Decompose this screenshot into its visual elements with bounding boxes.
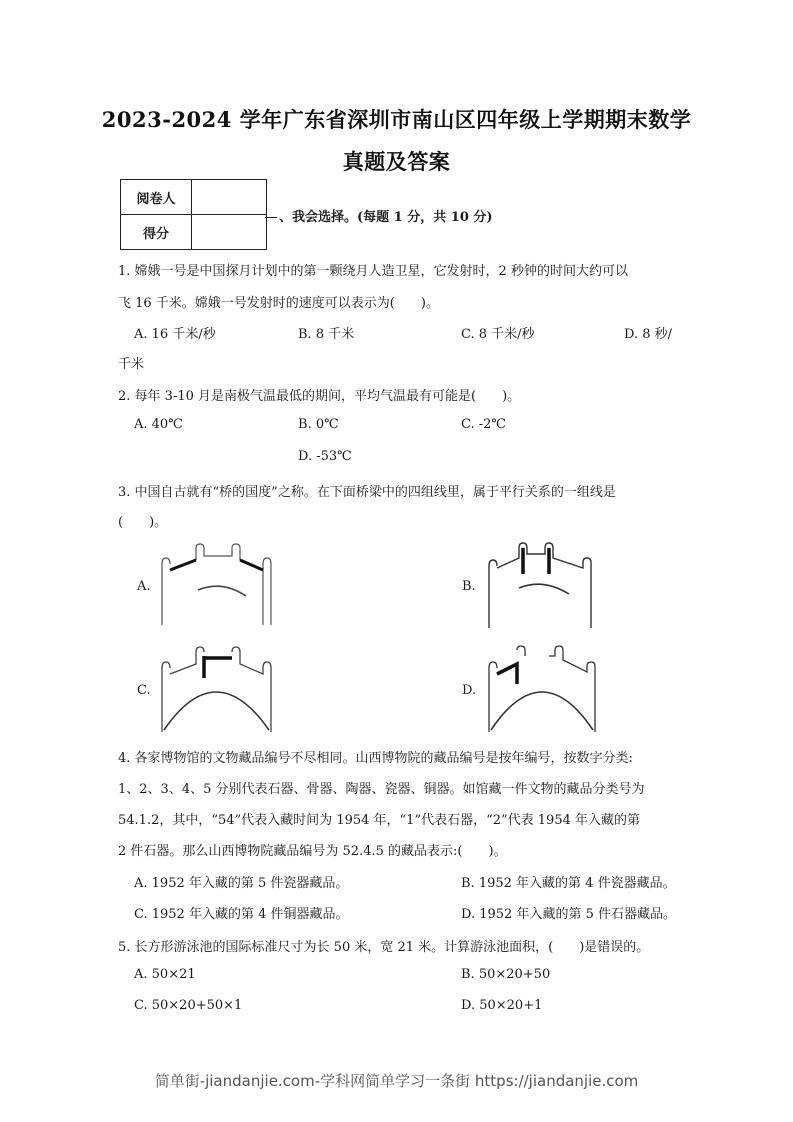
bridge-figure-d: [487, 644, 602, 736]
score-table-row: [121, 215, 267, 250]
section-number-dash: [265, 217, 277, 218]
option-b: B.: [462, 579, 476, 594]
score-table-row: [121, 180, 267, 215]
score-label: 得分: [121, 215, 192, 250]
section-heading-text: 、我会选择。(每题 1 分，共 10 分): [279, 210, 493, 225]
option-a: A.: [137, 579, 151, 594]
option-c: C. 50×20+50×1: [134, 998, 243, 1013]
option-b: B. 8 千米: [298, 327, 355, 342]
option-c: C. -2℃: [461, 417, 506, 432]
option-d: D. 8 秒/: [624, 327, 673, 342]
option-a: A. 40℃: [134, 417, 183, 432]
option-a: A. 16 千米/秒: [134, 327, 216, 342]
reviewer-field: [192, 180, 267, 215]
score-table: [120, 179, 267, 250]
bridge-figure-b: [487, 540, 602, 630]
bridge-figure-c: [160, 644, 275, 736]
question-text-line: 2 件石器。那么山西博物院藏品编号为 52.4.5 的藏品表示:( )。: [118, 844, 507, 859]
option-a: A. 50×21: [134, 967, 196, 982]
page-footer: 简单街-jiandanjie.com-学科网简单学习一条街 https://jiandanjie.com: [154, 1072, 639, 1090]
option-b: B. 50×20+50: [461, 967, 551, 982]
question-text-line: 3. 中国自古就有“桥的国度”之称。在下面桥梁中的四组线里，属于平行关系的一组线是: [118, 485, 616, 500]
option-d: D. 1952 年入藏的第 5 件石器藏品。: [461, 907, 676, 922]
question-text-line: 1、2、3、4、5 分别代表石器、骨器、陶器、瓷器、铜器。如馆藏一件文物的藏品分类号为: [118, 782, 645, 797]
option-b: B. 1952 年入藏的第 4 件瓷器藏品。: [461, 876, 676, 891]
option-c: C.: [137, 683, 151, 698]
question-text-line: ( )。: [118, 515, 168, 530]
title-line-1: 2023-2024 学年广东省深圳市南山区四年级上学期期末数学: [101, 107, 692, 132]
option-d: D.: [462, 683, 477, 698]
option-c: C. 1952 年入藏的第 4 件铜器藏品。: [134, 907, 349, 922]
question-text-line: 2. 每年 3-10 月是南极气温最低的期间，平均气温最有可能是( )。: [118, 389, 521, 404]
option-d-wrap: 千米: [118, 357, 145, 372]
option-b: B. 0℃: [298, 417, 339, 432]
question-text-line: 1. 嫦娥一号是中国探月计划中的第一颗绕月人造卫星，它发射时，2 秒钟的时间大约可以: [118, 264, 628, 279]
option-d: D. 50×20+1: [461, 998, 543, 1013]
question-text-line: 4. 各家博物馆的文物藏品编号不尽相同。山西博物院的藏品编号是按年编号，按数字分类:: [118, 751, 633, 766]
reviewer-label: 阅卷人: [121, 180, 192, 215]
question-text-line: 54.1.2，其中，“54”代表入藏时间为 1954 年，“1”代表石器，“2”代表 1954 年入藏的第: [118, 813, 641, 828]
option-a: A. 1952 年入藏的第 5 件瓷器藏品。: [134, 876, 349, 891]
section-heading: [265, 206, 493, 225]
bridge-figure-a: [160, 540, 275, 628]
title-line-2: 真题及答案: [342, 149, 451, 174]
question-text-line: 5. 长方形游泳池的国际标准尺寸为长 50 米，宽 21 米。计算游泳池面积，( )是错误的。: [118, 940, 650, 955]
question-text-line: 飞 16 千米。嫦娥一号发射时的速度可以表示为( )。: [118, 296, 439, 311]
option-c: C. 8 千米/秒: [461, 327, 535, 342]
score-field: [192, 215, 267, 250]
option-d: D. -53℃: [298, 449, 352, 464]
